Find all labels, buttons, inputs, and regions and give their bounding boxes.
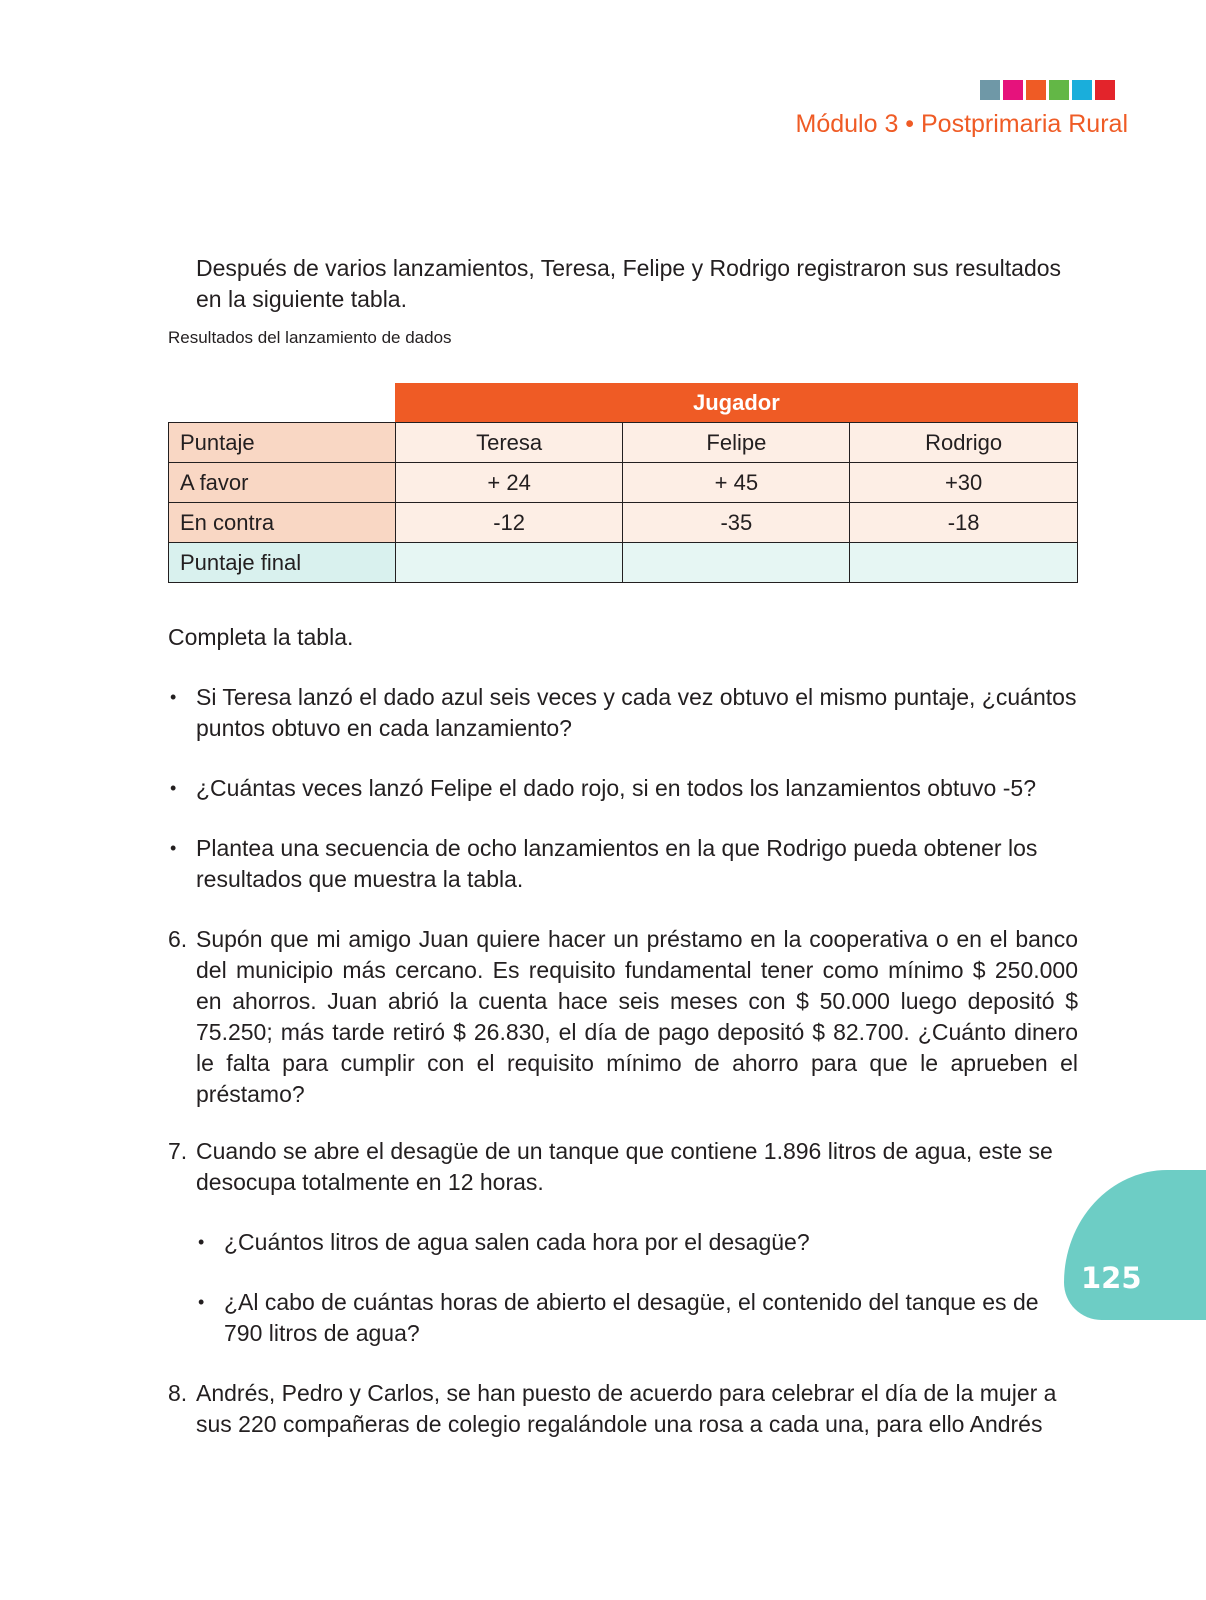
- bullet-marker: •: [170, 838, 177, 858]
- list-item-text: ¿Cuántos litros de agua salen cada hora por el desagüe?: [224, 1229, 810, 1255]
- color-swatches: [980, 80, 1115, 100]
- answer-cell[interactable]: [395, 543, 623, 583]
- problem-text: Cuando se abre el desagüe de un tanque que contiene 1.896 litros de agua, este se desocupa totalmente en 12 horas.: [196, 1138, 1053, 1195]
- table-cell: -12: [395, 503, 623, 543]
- problem-7-bullets: [196, 1227, 1078, 1349]
- list-item: [168, 1378, 1078, 1440]
- table-cell: -18: [850, 503, 1078, 543]
- list-item: [196, 1287, 1078, 1349]
- instruction: [168, 622, 1078, 653]
- bullet-marker: •: [198, 1292, 205, 1312]
- column-header: Rodrigo: [850, 423, 1078, 463]
- list-item: [168, 1136, 1078, 1198]
- bullet-marker: •: [170, 687, 177, 707]
- swatch-red: [1095, 80, 1115, 100]
- swatch-green: [1049, 80, 1069, 100]
- list-item-text: Plantea una secuencia de ocho lanzamientos en la que Rodrigo pueda obtener los resultados que muestra la tabla.: [196, 835, 1038, 892]
- dice-results-table: [168, 383, 1078, 583]
- column-header: Felipe: [623, 423, 850, 463]
- swatch-orange: [1026, 80, 1046, 100]
- table-cell: -35: [623, 503, 850, 543]
- table-cell: +30: [850, 463, 1078, 503]
- list-item: [168, 773, 1078, 804]
- problem-8: [168, 1378, 1078, 1440]
- list-item: [196, 1227, 1078, 1258]
- header-puntaje: Puntaje: [169, 423, 396, 463]
- table-row: [169, 503, 1078, 543]
- intro-paragraph: Después de varios lanzamientos, Teresa, Felipe y Rodrigo registraron sus resultados en la siguiente tabla.: [196, 255, 1062, 312]
- module-title: Módulo 3 • Postprimaria Rural: [795, 110, 1128, 138]
- table-group-header-row: [169, 383, 1078, 423]
- table-cell: + 45: [623, 463, 850, 503]
- list-item-text: ¿Cuántas veces lanzó Felipe el dado rojo, si en todos los lanzamientos obtuvo -5?: [196, 775, 1036, 801]
- row-label: Puntaje final: [169, 543, 396, 583]
- problem-number: 7.: [168, 1138, 188, 1164]
- problem-6: [168, 924, 1078, 1110]
- swatch-cyan: [1072, 80, 1092, 100]
- instruction-text: Completa la tabla.: [168, 624, 354, 650]
- table-corner: [169, 383, 396, 423]
- column-header: Teresa: [395, 423, 623, 463]
- page-number-tab: [1064, 1170, 1206, 1320]
- problem-text: Supón que mi amigo Juan quiere hacer un préstamo en la cooperativa o en el banco del municipio más cercano. Es requisito fundamental tener como mínimo $ 250.000 en ahorros. Juan abrió la cuenta hace seis meses con $ 50.000 luego depositó $ 75.250; más tarde retiró $ 26.830, el día de pago depositó $ 82.700. ¿Cuánto dinero le falta para cumplir con el requisito mínimo de ahorro para que le aprueben el préstamo?: [196, 926, 1078, 1107]
- table-cell: + 24: [395, 463, 623, 503]
- swatch-magenta: [1003, 80, 1023, 100]
- table-row-final: [169, 543, 1078, 583]
- page-number: 125: [1081, 1261, 1142, 1295]
- table-header-row: [169, 423, 1078, 463]
- bullet-marker: •: [198, 1232, 205, 1252]
- swatch-slate: [980, 80, 1000, 100]
- problem-7: [168, 1136, 1078, 1198]
- answer-cell[interactable]: [850, 543, 1078, 583]
- group-header-jugador: Jugador: [395, 383, 1077, 423]
- problem-number: 6.: [168, 926, 188, 952]
- table-row: [169, 463, 1078, 503]
- list-item-text: ¿Al cabo de cuántas horas de abierto el desagüe, el contenido del tanque es de 790 litros de agua?: [224, 1289, 1039, 1346]
- problem-number: 8.: [168, 1380, 188, 1406]
- bullet-list: [168, 682, 1078, 895]
- answer-cell[interactable]: [623, 543, 850, 583]
- list-item: [168, 682, 1078, 744]
- list-item: [168, 924, 1078, 1110]
- row-label: A favor: [169, 463, 396, 503]
- list-item: [168, 833, 1078, 895]
- list-item-text: Si Teresa lanzó el dado azul seis veces y cada vez obtuvo el mismo puntaje, ¿cuántos puntos obtuvo en cada lanzamiento?: [196, 684, 1077, 741]
- problem-text: Andrés, Pedro y Carlos, se han puesto de acuerdo para celebrar el día de la mujer a sus 220 compañeras de colegio regalándole una rosa a cada una, para ello Andrés: [196, 1380, 1057, 1437]
- bullet-marker: •: [170, 778, 177, 798]
- row-label: En contra: [169, 503, 396, 543]
- table-caption: Resultados del lanzamiento de dados: [168, 328, 452, 347]
